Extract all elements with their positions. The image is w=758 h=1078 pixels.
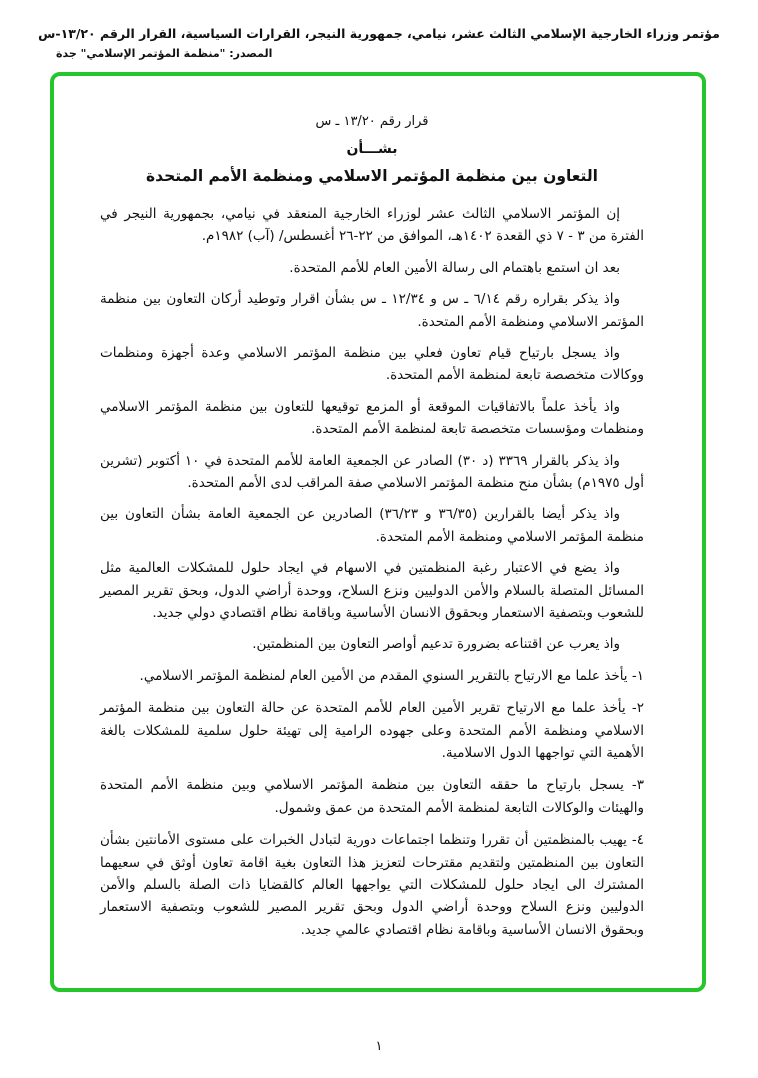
preamble-paragraph: واذ يضع في الاعتبار رغبة المنظمتين في الاسهام في ايجاد حلول للمشكلات العالمية مثل المسائل المتصلة بالسلام والأمن الدوليين ونزع السلاح، ووحدة أراضي الدول، وبحق تقرير المصير للشعوب وبتصفية الاستعمار وبحقوق الانسان الأساسية وباقامة نظام اقتصادي دولي جديد. [100,560,644,621]
preamble-paragraph: واذ يسجل بارتياح قيام تعاون فعلي بين منظمة المؤتمر الاسلامي وعدة أجهزة ومنظمات ووكالات متخصصة تابعة لمنظمة الأمم المتحدة. [100,344,644,384]
preamble-paragraph: واذ يأخذ علماً بالاتفاقيات الموقعة أو المزمع توقيعها للتعاون بين منظمة المؤتمر الاسلامي ومنظمات ومؤسسات متخصصة تابعة لمنظمة الأمم المتحدة. [100,398,644,438]
page-number: ١ [375,1039,383,1054]
resolution-subject-label: بشـــأن [346,140,398,157]
resolution-clause: ١- يأخذ علما مع الارتياح بالتقرير السنوي المقدم من الأمين العام لمنظمة المؤتمر الاسلامي. [139,667,644,684]
preamble-paragraph: بعد ان استمع باهتمام الى رسالة الأمين العام للأمم المتحدة. [289,259,620,276]
preamble-paragraph: واذ يذكر بقراره رقم ٦/١٤ ـ س و ١٢/٣٤ ـ س بشأن اقرار وتوطيد أركان التعاون بين منظمة المؤتمر الاسلامي ومنظمة الأمم المتحدة. [100,291,644,330]
resolution-border-box [50,72,706,992]
preamble-paragraph: واذ يذكر بالقرار ٣٣٦٩ (د ٣٠) الصادر عن الجمعية العامة للأمم المتحدة في ١٠ أكتوبر (تشرين أول ١٩٧٥م) بشأن منح منظمة المؤتمر الاسلامي صفة المراقب لدى الأمم المتحدة. [100,452,644,491]
resolution-subject: التعاون بين منظمة المؤتمر الاسلامي ومنظمة الأمم المتحدة [146,166,598,185]
resolution-clause: ٣- يسجل بارتياح ما حققه التعاون بين منظمة المؤتمر الاسلامي وبين منظمة الأمم المتحدة والهيئات والوكالات التابعة لمنظمة الأمم المتحدة من عمق وشمول. [100,777,644,816]
resolution-clause: ٤- يهيب بالمنظمتين أن تقررا وتنظما اجتماعات دورية لتبادل الخبرات على مستوى الأمانتين بشأن التعاون بين المنظمتين ولتقديم مقترحات لتعزيز هذا التعاون بغية اقامة تعاون أوثق في سعيهما المشترك الى ايجاد حلول للمشكلات التي يواجهها العالم كالقضايا ذات الصلة بالسلم والأمن الدوليين ونزع السلاح ووحدة أراضي الدول وبحق تقرير المصير للشعوب وبتصفية الاستعمار وبحقوق الانسان الأساسية وباقامة نظام اقتصادي عالمي جديد. [100,832,644,938]
preamble-paragraph: إن المؤتمر الاسلامي الثالث عشر لوزراء الخارجية المنعقد في نيامي، بجمهورية النيجر في الفترة من ٣ - ٧ ذي القعدة ١٤٠٢هـ، الموافق من ٢٢-٢٦ أغسطس/ (آب) ١٩٨٢م. [100,205,644,245]
document-header-title: مؤتمر وزراء الخارجية الإسلامي الثالث عشر، نيامي، جمهورية النيجر، القرارات السياسية، القرار الرقم ١٣/٢٠-س [38,26,720,41]
preamble-paragraph: واذ يعرب عن اقتناعه بضرورة تدعيم أواصر التعاون بين المنظمتين. [252,636,620,653]
preamble-paragraph: واذ يذكر أيضا بالقرارين (٣٦/٣٥ و ٣٦/٢٣) الصادرين عن الجمعية العامة بشأن التعاون بين منظمة المؤتمر الاسلامي ومنظمة الأمم المتحدة. [100,506,644,545]
resolution-clause: ٢- يأخذ علما مع الارتياح تقرير الأمين العام للأمم المتحدة عن حالة التعاون بين منظمة المؤتمر الاسلامي ومنظمة الأمم المتحدة وعلى جهوده الرامية إلى تهيئة حلول سلمية للمشكلات بالغة الأهمية التي تواجهها الدول الاسلامية. [100,700,644,761]
document-source-line: المصدر: "منظمة المؤتمر الإسلامي" جدة [56,46,273,60]
resolution-number: قرار رقم ١٣/٢٠ ـ س [315,113,429,129]
